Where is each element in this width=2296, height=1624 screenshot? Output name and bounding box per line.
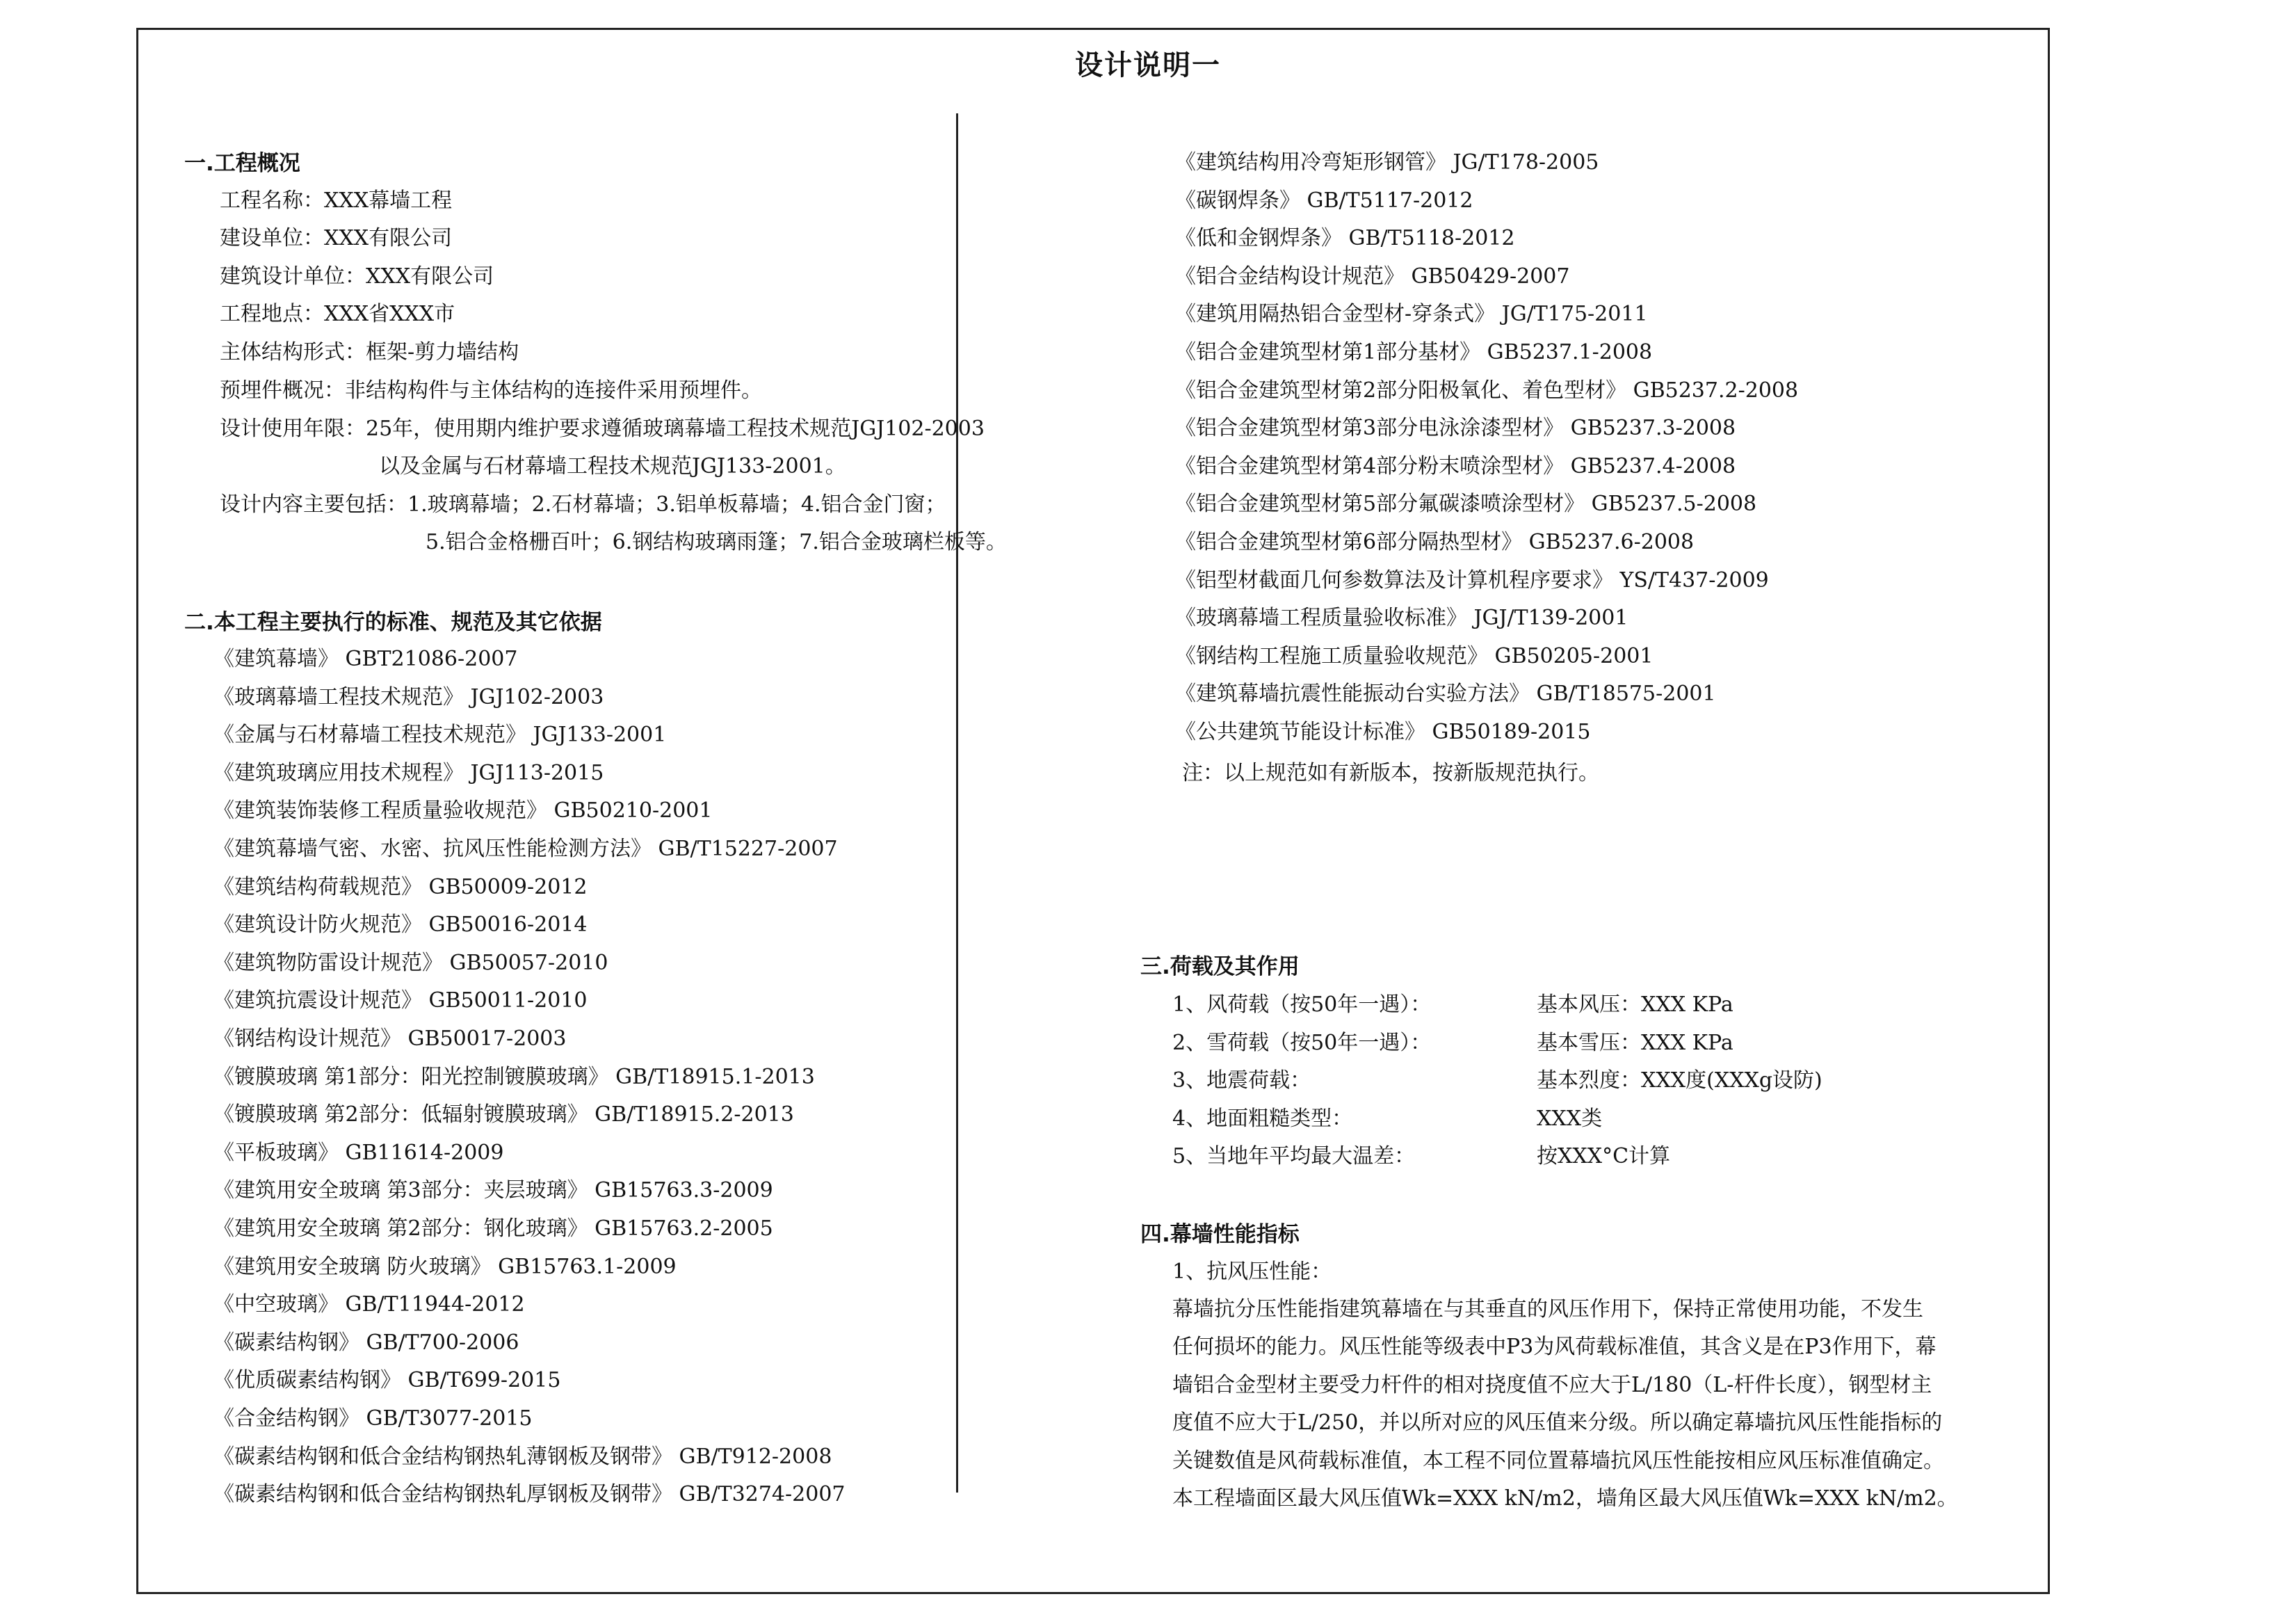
section-heading: 二.本工程主要执行的标准、规范及其它依据: [184, 610, 602, 635]
standard-item: 《建筑幕墙抗震性能振动台实验方法》 GB/T18575-2001: [1175, 682, 1716, 707]
performance-text: 度值不应大于L/250，并以所对应的风压值来分级。所以确定幕墙抗风压性能指标的: [1172, 1410, 1943, 1436]
standards-note: 注：以上规范如有新版本，按新版规范执行。: [1182, 761, 1599, 785]
performance-text: 墙铝合金型材主要受力杆件的相对挠度值不应大于L/180（L-杆件长度），钢型材主: [1172, 1372, 1932, 1397]
standard-item: 《碳钢焊条》 GB/T5117-2012: [1175, 188, 1473, 213]
standard-item: 《建筑装饰装修工程质量验收规范》 GB50210-2001: [213, 798, 713, 823]
standard-item: 《平板玻璃》 GB11614-2009: [213, 1140, 504, 1165]
standard-item: 《低和金钢焊条》 GB/T5118-2012: [1175, 226, 1515, 251]
standard-item: 《建筑幕墙气密、水密、抗风压性能检测方法》 GB/T15227-2007: [213, 837, 838, 861]
load-label: 5、当地年平均最大温差：: [1172, 1144, 1416, 1169]
section-heading: 四.幕墙性能指标: [1140, 1222, 1300, 1247]
overview-line: 设计使用年限：25年，使用期内维护要求遵循玻璃幕墙工程技术规范JGJ102-2003: [220, 417, 985, 441]
performance-text: 任何损坏的能力。风压性能等级表中P3为风荷载标准值，其含义是在P3作用下，幕: [1172, 1335, 1937, 1360]
standard-item: 《铝型材截面几何参数算法及计算机程序要求》 YS/T437-2009: [1175, 568, 1769, 593]
performance-subheading: 1、抗风压性能：: [1172, 1260, 1332, 1284]
standard-item: 《镀膜玻璃 第1部分：阳光控制镀膜玻璃》 GB/T18915.1-2013: [213, 1064, 815, 1089]
overview-line: 主体结构形式：框架-剪力墙结构: [220, 340, 519, 364]
standard-item: 《建筑用安全玻璃 防火玻璃》 GB15763.1-2009: [213, 1254, 677, 1279]
load-label: 1、风荷载（按50年一遇）：: [1172, 992, 1432, 1017]
standard-item: 《建筑玻璃应用技术规程》 JGJ113-2015: [213, 760, 604, 785]
standard-item: 《建筑设计防火规范》 GB50016-2014: [213, 913, 588, 938]
section-heading: 一.工程概况: [184, 151, 300, 176]
standard-item: 《钢结构工程施工质量验收规范》 GB50205-2001: [1175, 643, 1654, 668]
standard-item: 《建筑用隔热铝合金型材-穿条式》 JG/T175-2011: [1175, 302, 1648, 327]
standard-item: 《公共建筑节能设计标准》 GB50189-2015: [1175, 720, 1591, 744]
load-value: 基本雪压：XXX KPa: [1537, 1030, 1733, 1055]
standard-item: 《建筑物防雷设计规范》 GB50057-2010: [213, 950, 608, 975]
performance-text: 本工程墙面区最大风压值Wk=XXX kN/m2，墙角区最大风压值Wk=XXX kN/m2。: [1172, 1486, 1958, 1511]
performance-text: 关键数值是风荷载标准值，本工程不同位置幕墙抗风压性能按相应风压标准值确定。: [1172, 1448, 1944, 1473]
standard-item: 《建筑幕墙》 GBT21086-2007: [213, 647, 518, 671]
standard-item: 《建筑结构用冷弯矩形钢管》 JG/T178-2005: [1175, 150, 1599, 175]
standard-item: 《优质碳素结构钢》 GB/T699-2015: [213, 1368, 561, 1393]
standard-item: 《建筑结构荷载规范》 GB50009-2012: [213, 874, 588, 899]
overview-line: 5.铝合金格栅百叶；6.钢结构玻璃雨篷；7.铝合金玻璃栏板等。: [426, 530, 1007, 554]
overview-line: 设计内容主要包括：1.玻璃幕墙；2.石材幕墙；3.铝单板幕墙；4.铝合金门窗；: [220, 492, 946, 517]
load-label: 2、雪荷载（按50年一遇）：: [1172, 1030, 1432, 1055]
standard-item: 《铝合金建筑型材第5部分氟碳漆喷涂型材》 GB5237.5-2008: [1175, 492, 1757, 517]
standard-item: 《建筑用安全玻璃 第2部分：钢化玻璃》 GB15763.2-2005: [213, 1216, 773, 1241]
standard-item: 《玻璃幕墙工程质量验收标准》 JGJ/T139-2001: [1175, 606, 1628, 631]
standard-item: 《镀膜玻璃 第2部分：低辐射镀膜玻璃》 GB/T18915.2-2013: [213, 1102, 794, 1127]
standard-item: 《碳素结构钢和低合金结构钢热轧厚钢板及钢带》 GB/T3274-2007: [213, 1482, 846, 1507]
standard-item: 《建筑抗震设计规范》 GB50011-2010: [213, 988, 588, 1013]
standard-item: 《金属与石材幕墙工程技术规范》 JGJ133-2001: [213, 723, 667, 748]
overview-line: 预埋件概况：非结构构件与主体结构的连接件采用预埋件。: [220, 378, 762, 403]
standard-item: 《碳素结构钢和低合金结构钢热轧薄钢板及钢带》 GB/T912-2008: [213, 1444, 832, 1469]
load-label: 4、地面粗糙类型：: [1172, 1106, 1353, 1131]
performance-text: 幕墙抗分压性能指建筑幕墙在与其垂直的风压作用下，保持正常使用功能，不发生: [1172, 1297, 1923, 1321]
standard-item: 《钢结构设计规范》 GB50017-2003: [213, 1027, 567, 1051]
standard-item: 《铝合金建筑型材第2部分阳极氧化、着色型材》 GB5237.2-2008: [1175, 378, 1799, 403]
standard-item: 《铝合金结构设计规范》 GB50429-2007: [1175, 264, 1570, 289]
standard-item: 《铝合金建筑型材第3部分电泳涂漆型材》 GB5237.3-2008: [1175, 416, 1736, 441]
standard-item: 《铝合金建筑型材第1部分基材》 GB5237.1-2008: [1175, 340, 1653, 364]
column-divider: [956, 113, 958, 1493]
overview-line: 工程名称：XXX幕墙工程: [220, 188, 453, 213]
overview-line: 建设单位：XXX有限公司: [220, 226, 453, 250]
standard-item: 《建筑用安全玻璃 第3部分：夹层玻璃》 GB15763.3-2009: [213, 1178, 773, 1203]
overview-line: 建筑设计单位：XXX有限公司: [220, 264, 494, 289]
load-value: 基本风压：XXX KPa: [1537, 992, 1733, 1017]
load-value: 基本烈度：XXX度(XXXg设防): [1537, 1068, 1822, 1093]
standard-item: 《碳素结构钢》 GB/T700-2006: [213, 1330, 519, 1355]
standard-item: 《中空玻璃》 GB/T11944-2012: [213, 1292, 525, 1317]
overview-line: 工程地点：XXX省XXX市: [220, 302, 455, 326]
load-value: 按XXX°C计算: [1537, 1144, 1671, 1169]
standard-item: 《玻璃幕墙工程技术规范》 JGJ102-2003: [213, 684, 604, 709]
standard-item: 《合金结构钢》 GB/T3077-2015: [213, 1406, 533, 1431]
section-heading: 三.荷载及其作用: [1140, 954, 1300, 979]
load-value: XXX类: [1537, 1106, 1603, 1131]
standard-item: 《铝合金建筑型材第4部分粉末喷涂型材》 GB5237.4-2008: [1175, 453, 1736, 479]
overview-line: 以及金属与石材幕墙工程技术规范JGJ133-2001。: [379, 454, 846, 479]
standard-item: 《铝合金建筑型材第6部分隔热型材》 GB5237.6-2008: [1175, 530, 1695, 554]
load-label: 3、地震荷载：: [1172, 1068, 1311, 1093]
page-title: 设计说明一: [1075, 49, 1221, 81]
